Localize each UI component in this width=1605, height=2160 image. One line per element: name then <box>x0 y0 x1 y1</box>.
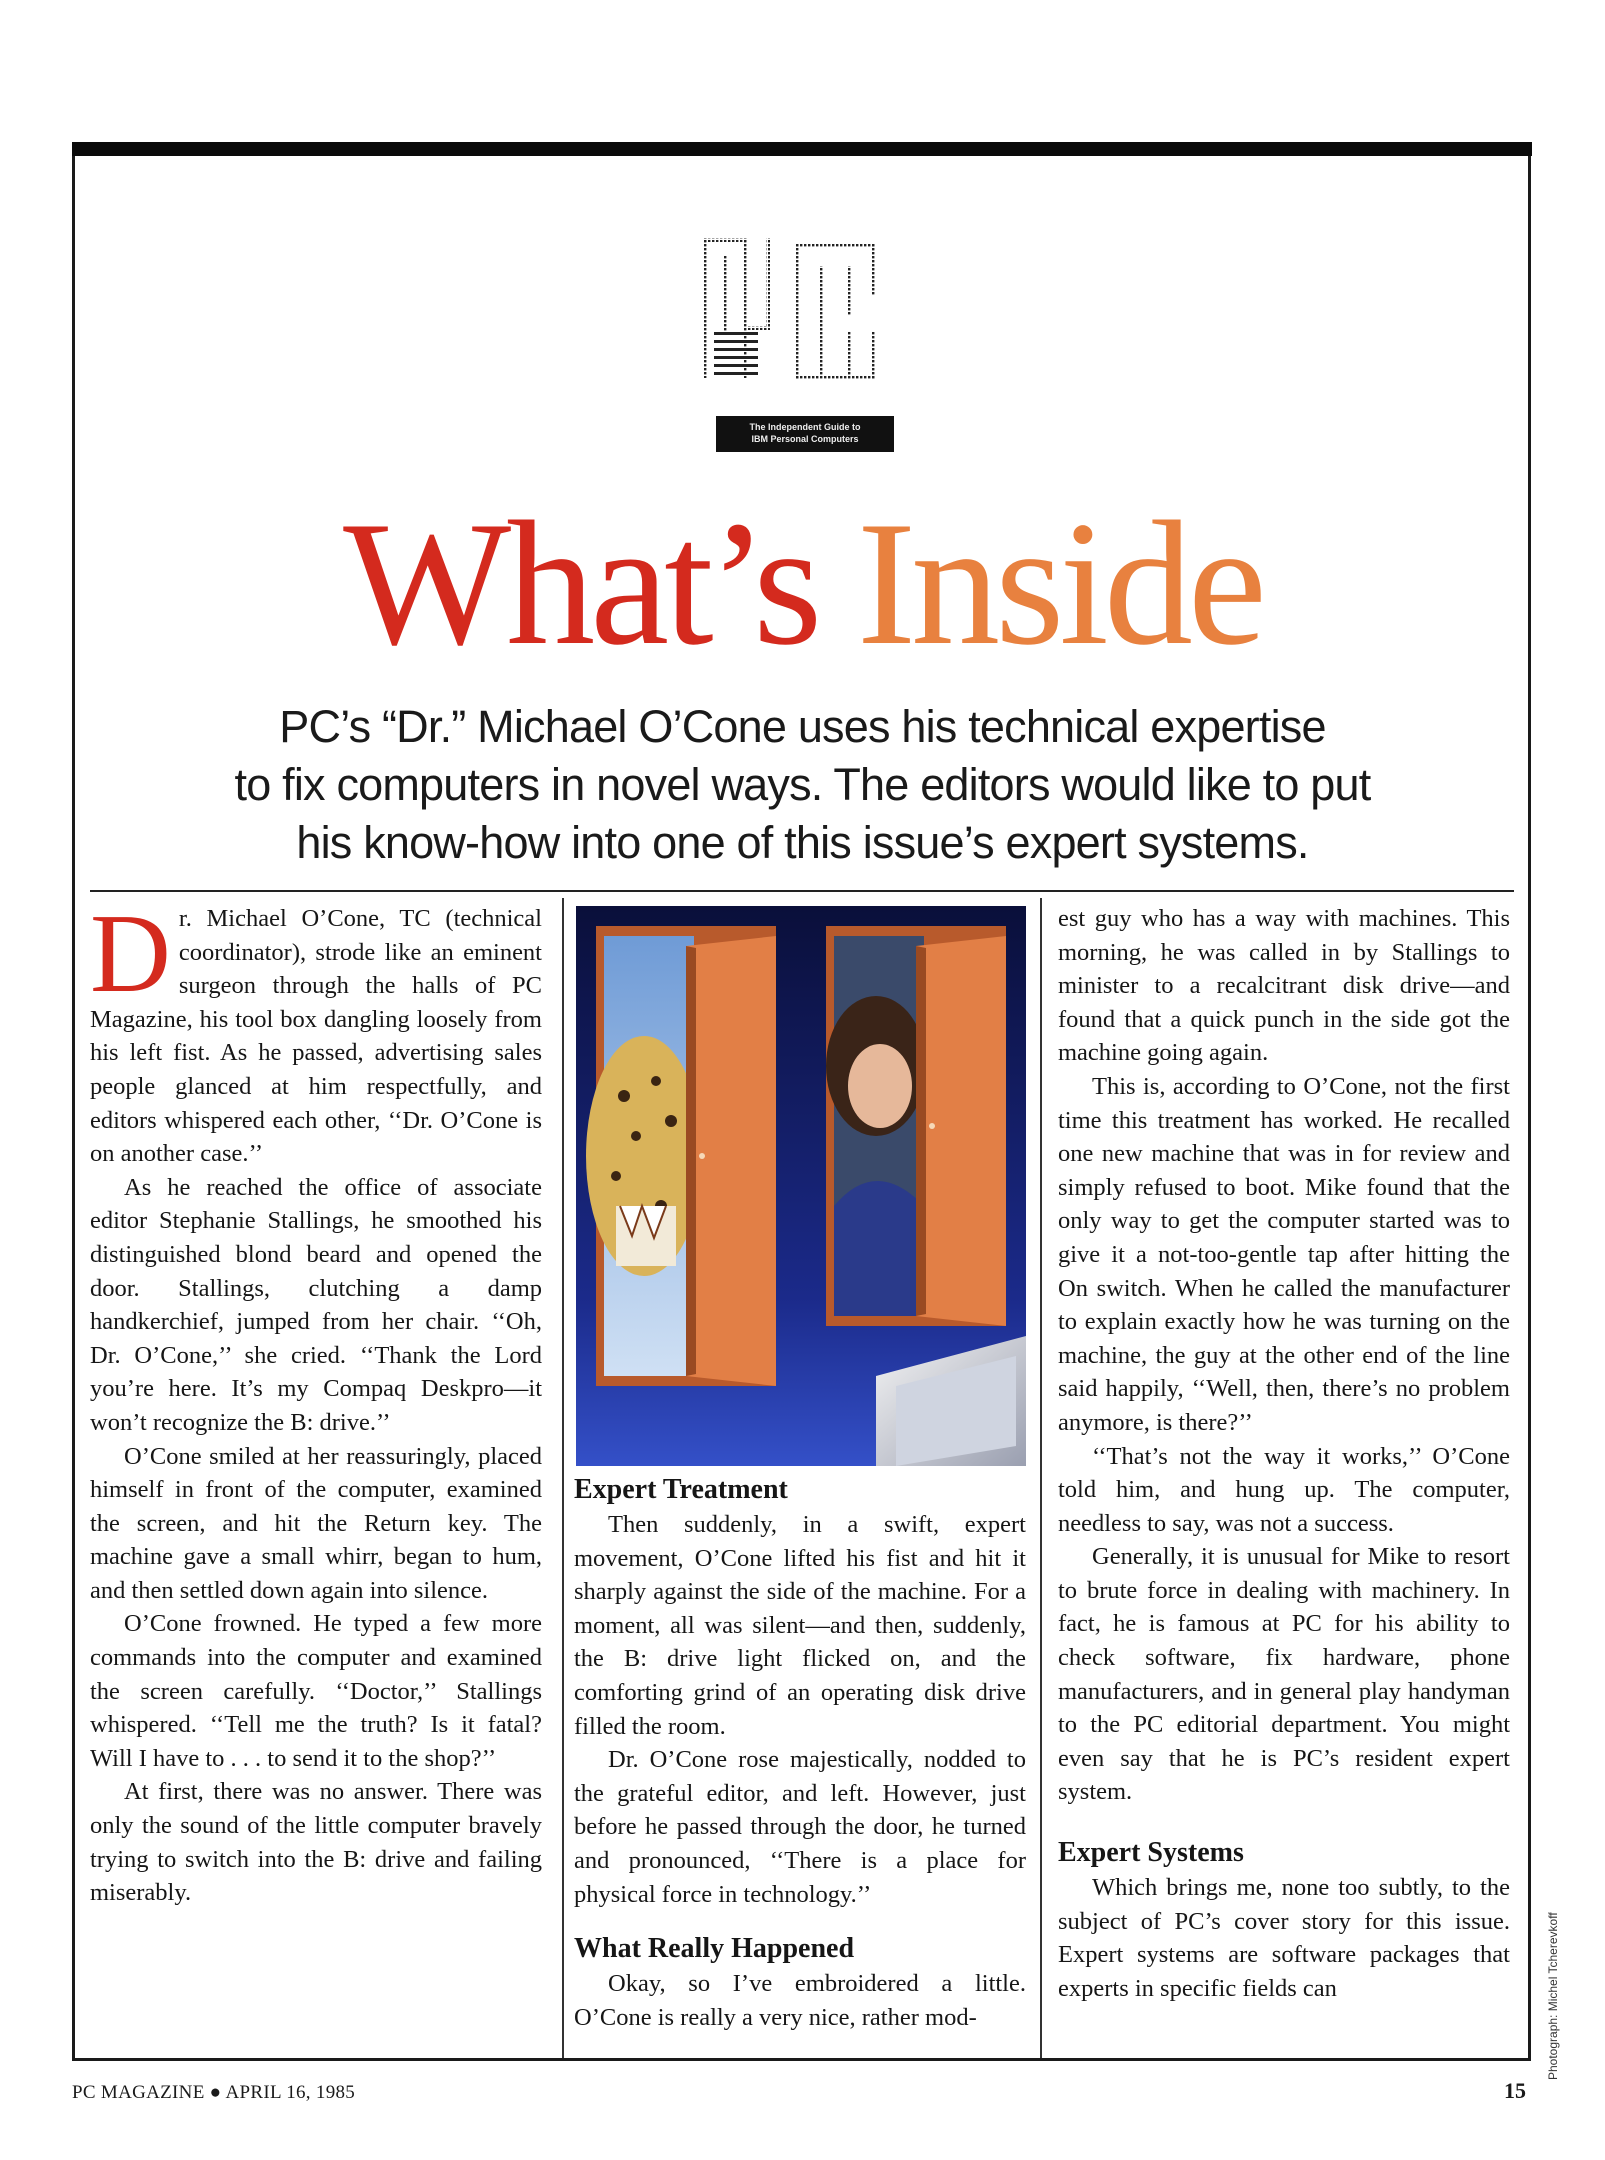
footer-bullet: ● <box>209 2082 222 2103</box>
subhead-expert-treatment: Expert Treatment <box>574 1474 788 1505</box>
subhead-expert-systems: Expert Systems <box>1058 1837 1244 1869</box>
headline-part-whats: What’s <box>343 484 818 682</box>
column-divider-1 <box>562 898 564 2058</box>
paragraph-1: Dr. Michael O’Cone, TC (technical coordinator), strode like an eminent surgeon through the halls of PC Magazine, his tool box dangling loosely from his left fist. As he passed, advertising sales people glanced at him respectfully, and editors whispered each other, ‘‘Dr. O’Cone is on another case.’’ <box>90 892 542 1168</box>
deck-line-1: PC’s “Dr.” Michael O’Cone uses his technical expertise <box>279 701 1326 752</box>
top-rule-bar <box>72 142 1532 156</box>
deck-subheadline <box>110 698 1495 872</box>
subhead-what-really-happened: What Really Happened <box>574 1933 855 1965</box>
deck-line-2: to fix computers in novel ways. The editors would like to put <box>234 759 1371 810</box>
paragraph-11: ‘‘That’s not the way it works,’’ O’Cone told him, and hung up. The computer, needless to say, was not a success. <box>1058 1442 1510 1537</box>
footer-folio <box>72 2082 355 2104</box>
paragraph-9: est guy who has a way with machines. This morning, he was called in by Stallings to minister to a recalcitrant disk drive—and found that a quick punch in the side got the machine going again. <box>1058 905 1510 1067</box>
article-column-1 <box>90 892 542 1910</box>
paragraph-4: O’Cone frowned. He typed a few more commands into the computer and examined the screen carefully. ‘‘Doctor,’’ Stallings whispered. ‘‘Tell me the truth? Is it fatal? Will I have to . . . to send it to the shop?’’ <box>90 1610 542 1772</box>
column-divider-2 <box>1040 898 1042 2058</box>
paragraph-8: Okay, so I’ve embroidered a little. O’Cone is really a very nice, rather mod- <box>574 1970 1026 2031</box>
article-column-3 <box>1058 902 1510 2005</box>
logo-tagline-line1: The Independent Guide to <box>749 422 861 432</box>
article-photo <box>576 906 1026 1466</box>
frame-left-border <box>72 156 75 2060</box>
photo-credit: Photograph: Michel Tcherevkoff <box>1546 1912 1560 2080</box>
paragraph-10: This is, according to O’Cone, not the first time this treatment has worked. He recalled one new machine that was in for review and simply refused to boot. Mike found that the only way to get the computer started was to give it a not-too-gentle tap after hitting the On switch. When he called the manufacturer to explain exactly how he was turning on the machine, the guy at the other end of the line said happily, ‘‘Well, then, there’s no problem anymore, is there?’’ <box>1058 1072 1510 1436</box>
frame-right-border <box>1528 156 1531 2060</box>
paragraph-6: Then suddenly, in a swift, expert movement, O’Cone lifted his fist and hit it sharply against the side of the machine. For a moment, all was silent—and then, suddenly, the B: drive light flicked on, and the comforting grind of an operating disk drive filled the room. <box>574 1511 1026 1740</box>
paragraph-5: At first, there was no answer. There was only the sound of the little computer bravely trying to switch into the B: drive and failing miserably. <box>90 1778 542 1907</box>
logo-tagline-box <box>716 416 894 452</box>
paragraph-13: Which brings me, none too subtly, to the subject of PC’s cover story for this issue. Expert systems are software packages that experts in specific fields can <box>1058 1874 1510 2002</box>
paragraph-12: Generally, it is unusual for Mike to resort to brute force in dealing with machinery. In fact, he is famous at PC for his ability to check software, fix hardware, phone manufacturers, and in general play handyman to the PC editorial department. You might even say that he is PC’s resident expert system. <box>1058 1543 1510 1806</box>
paragraph-7: Dr. O’Cone rose majestically, nodded to the grateful editor, and left. However, just before he passed through the door, he turned and pronounced, ‘‘There is a place for physical force in technology.’’ <box>574 1746 1026 1908</box>
headline <box>0 484 1605 682</box>
paragraph-2: As he reached the office of associate editor Stephanie Stallings, he smoothed his distinguished blond beard and opened the door. Stallings, clutching a damp handkerchief, jumped from her chair. ‘‘Oh, Dr. O’Cone,’’ she cried. ‘‘Thank the Lord you’re here. It’s my Compaq Deskpro—it won’t recognize the B: drive.’’ <box>90 1173 542 1436</box>
footer-date: APRIL 16, 1985 <box>225 2082 356 2103</box>
paragraph-3: O’Cone smiled at her reassuringly, placed himself in front of the computer, examined the screen, and hit the Return key. The machine gave a small whirr, began to hum, and then settled down again into silence. <box>90 1442 542 1604</box>
footer-publication: PC MAGAZINE <box>72 2082 205 2103</box>
logo-tagline-line2: IBM Personal Computers <box>751 434 859 444</box>
deck-line-3: his know-how into one of this issue’s expert systems. <box>296 817 1309 868</box>
headline-part-inside: Inside <box>856 484 1262 682</box>
page-number: 15 <box>1504 2078 1526 2103</box>
article-column-2 <box>574 1472 1026 2034</box>
drop-cap: D <box>90 892 171 1016</box>
deck-divider-rule <box>90 890 1514 892</box>
frame-bottom-border <box>72 2058 1531 2061</box>
